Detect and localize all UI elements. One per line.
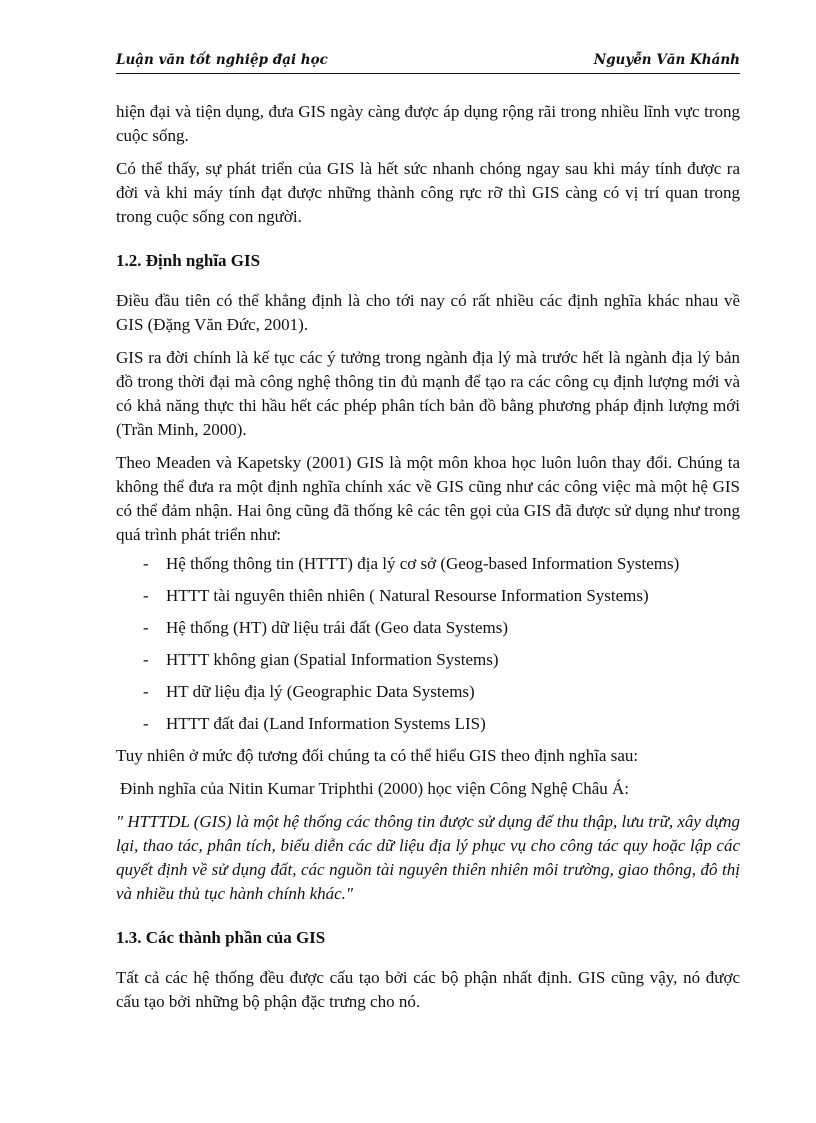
list-item-text: HTTT đất đai (Land Information Systems LIS)	[166, 714, 486, 733]
list-item-text: Hệ thống thông tin (HTTT) địa lý cơ sở (Geog-based Information Systems)	[166, 554, 680, 573]
header-rule	[116, 73, 740, 74]
list-bullet: -	[143, 682, 149, 701]
section-heading-1-3: 1.3. Các thành phần của GIS	[116, 928, 326, 947]
definition-paragraph-1: Điều đầu tiên có thể khẳng định là cho tới nay có rất nhiều các định nghĩa khác nhau về GIS (Đặng Văn Đức, 2001).	[116, 291, 740, 334]
document-body	[116, 100, 740, 1023]
gis-names-list	[116, 552, 740, 736]
list-item-text: HTTT tài nguyên thiên nhiên ( Natural Resourse Information Systems)	[166, 586, 649, 605]
list-bullet: -	[143, 554, 149, 573]
definition-paragraph-2: GIS ra đời chính là kế tục các ý tưởng trong ngành địa lý mà trước hết là ngành địa lý bản đồ trong thời đại mà công nghệ thông tin đủ mạnh để tạo ra các công cụ định lượng mới và có khả năng thực thi hầu hết các phép phân tích bản đồ bằng phương pháp định lượng mới (Trần Minh, 2000).	[116, 348, 740, 439]
page-header	[116, 52, 740, 76]
list-item-text: HT dữ liệu địa lý (Geographic Data Systems)	[166, 682, 475, 701]
list-bullet: -	[143, 650, 149, 669]
list-item	[116, 584, 740, 608]
definition-paragraph-3: Theo Meaden và Kapetsky (2001) GIS là một môn khoa học luôn luôn thay đổi. Chúng ta không thể đưa ra một định nghĩa chính xác về GIS cũng như các công việc mà một hệ GIS có thể đảm nhận. Hai ông cũng đã thống kê các tên gọi của GIS đã được sử dụng như trong quá trình phát triển như:	[116, 453, 740, 544]
definition-paragraph-4: Tuy nhiên ở mức độ tương đối chúng ta có thể hiểu GIS theo định nghĩa sau:	[116, 746, 639, 765]
list-bullet: -	[143, 586, 149, 605]
list-bullet: -	[143, 714, 149, 733]
list-item	[116, 552, 740, 576]
header-author: Nguyễn Văn Khánh	[593, 52, 740, 68]
list-item	[116, 712, 740, 736]
list-item	[116, 680, 740, 704]
intro-paragraph-2: Có thể thấy, sự phát triển của GIS là hết sức nhanh chóng ngay sau khi máy tính được ra đời và khi máy tính đạt được những thành công rực rỡ thì GIS càng có vị trí quan trong trong cuộc sống con người.	[116, 159, 740, 226]
list-item	[116, 616, 740, 640]
list-item-text: Hệ thống (HT) dữ liệu trái đất (Geo data Systems)	[166, 618, 509, 637]
list-item-text: HTTT không gian (Spatial Information Systems)	[166, 650, 499, 669]
intro-paragraph-1: hiện đại và tiện dụng, đưa GIS ngày càng được áp dụng rộng rãi trong nhiều lĩnh vực trong cuộc sống.	[116, 102, 740, 145]
list-item	[116, 648, 740, 672]
section-heading-1-2: 1.2. Định nghĩa GIS	[116, 251, 261, 270]
definition-quote: " HTTTDL (GIS) là một hệ thống các thông tin được sử dụng để thu thập, lưu trữ, xây dựng lại, thao tác, phân tích, biểu diễn các dữ liệu địa lý phục vụ cho công tác quy hoặc lập các quyết định về sử dụng đất, các nguồn tài nguyên thiên nhiên môi trường, giao thông, đô thị và nhiều thủ tục hành chính khác."	[116, 812, 740, 903]
header-thesis-title: Luận văn tốt nghiệp đại học	[116, 52, 328, 68]
list-bullet: -	[143, 618, 149, 637]
components-paragraph-1: Tất cả các hệ thống đều được cấu tạo bởi các bộ phận nhất định. GIS cũng vậy, nó được cấu tạo bởi những bộ phận đặc trưng cho nó.	[116, 968, 740, 1011]
definition-source: Đinh nghĩa của Nitin Kumar Triphthi (2000) học viện Công Nghệ Châu Á:	[120, 779, 630, 798]
